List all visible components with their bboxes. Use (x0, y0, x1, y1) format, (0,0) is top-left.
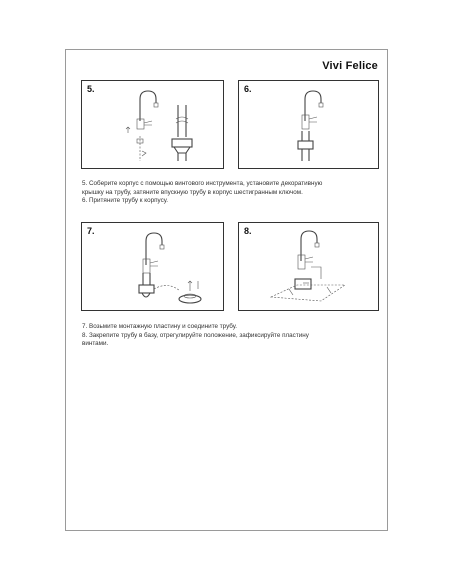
step-7-number: 7. (87, 226, 95, 236)
step-6-panel (238, 80, 379, 169)
instructions-steps-7-8 (82, 323, 382, 349)
brand-title: Vivi Felice (322, 60, 378, 72)
text-line: 8. Закрепите трубу в базу, отрегулируйте положение, зафиксируйте пластину (82, 331, 309, 339)
text-line: винтами. (82, 340, 109, 347)
step-6-illustration (239, 81, 380, 170)
step-7-panel (81, 222, 224, 311)
step-8-number: 8. (244, 226, 252, 236)
step-5-number: 5. (87, 84, 95, 94)
step-8-panel (238, 222, 379, 311)
text-line: 5. Соберите корпус с помощью винтового инструмента, установите декоративную (82, 180, 323, 187)
step-5-illustration (82, 81, 225, 170)
instructions-steps-5-6 (82, 180, 382, 206)
text-line: 6. Притяните трубу к корпусу. (82, 197, 169, 204)
text-line: 7. Возьмите монтажную пластину и соедините трубу. (82, 323, 238, 330)
instruction-page (65, 49, 388, 531)
text-line: крышку на трубу, затяните впускную трубу в корпус шестигранным ключом. (82, 188, 303, 196)
step-6-number: 6. (244, 84, 252, 94)
step-7-illustration (82, 223, 225, 312)
step-5-panel (81, 80, 224, 169)
step-8-illustration (239, 223, 380, 312)
